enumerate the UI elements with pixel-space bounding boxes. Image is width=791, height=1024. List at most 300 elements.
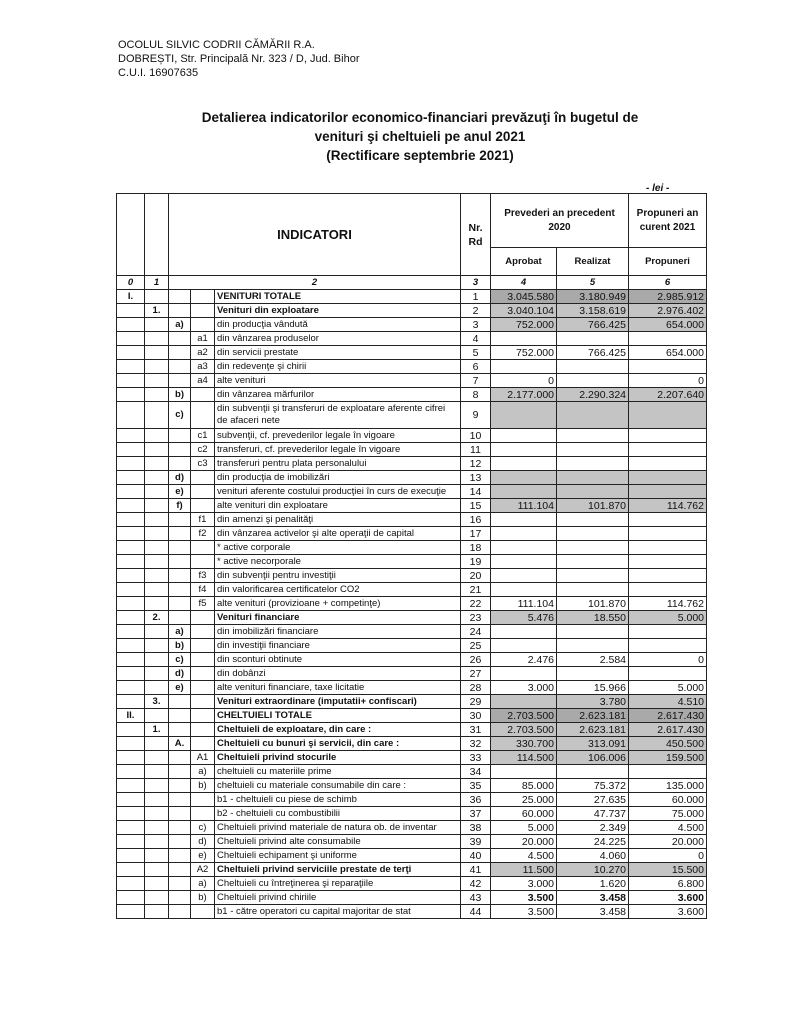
row-chapter: [117, 793, 145, 807]
row-letter: [169, 597, 191, 611]
row-number: 37: [461, 807, 491, 821]
value-propuneri: 6.800: [629, 877, 707, 891]
value-aprobat: [491, 639, 557, 653]
value-propuneri: 5.000: [629, 681, 707, 695]
budget-table: [116, 193, 707, 919]
row-chapter: [117, 485, 145, 499]
row-letter: [169, 290, 191, 304]
value-aprobat: 114.500: [491, 751, 557, 765]
value-realizat: [557, 402, 629, 429]
value-aprobat: [491, 360, 557, 374]
row-section: [145, 625, 169, 639]
value-aprobat: 3.000: [491, 877, 557, 891]
org-name: OCOLUL SILVIC CODRII CĂMĂRII R.A.: [118, 39, 315, 51]
row-label: din subvenţii pentru investiţii: [215, 569, 461, 583]
value-aprobat: [491, 541, 557, 555]
value-aprobat: [491, 695, 557, 709]
row-letter: [169, 541, 191, 555]
value-propuneri: [629, 429, 707, 443]
row-label: alte venituri: [215, 374, 461, 388]
row-number: 42: [461, 877, 491, 891]
value-realizat: 2.623.181: [557, 723, 629, 737]
row-number: 15: [461, 499, 491, 513]
row-number: 39: [461, 835, 491, 849]
value-propuneri: [629, 471, 707, 485]
row-number: 22: [461, 597, 491, 611]
row-subcode: [191, 388, 215, 402]
value-realizat: [557, 527, 629, 541]
row-section: [145, 737, 169, 751]
table-row: [117, 443, 707, 457]
value-realizat: 15.966: [557, 681, 629, 695]
value-realizat: 2.584: [557, 653, 629, 667]
row-number: 4: [461, 332, 491, 346]
row-label: VENITURI TOTALE: [215, 290, 461, 304]
row-chapter: [117, 681, 145, 695]
row-chapter: [117, 360, 145, 374]
value-aprobat: 2.476: [491, 653, 557, 667]
row-section: [145, 555, 169, 569]
header-aprobat: Aprobat: [491, 248, 557, 276]
value-realizat: 2.290.324: [557, 388, 629, 402]
row-letter: d): [169, 667, 191, 681]
row-chapter: [117, 625, 145, 639]
row-number: 7: [461, 374, 491, 388]
table-row: [117, 499, 707, 513]
value-aprobat: [491, 569, 557, 583]
row-subcode: a2: [191, 346, 215, 360]
value-realizat: 766.425: [557, 346, 629, 360]
value-aprobat: [491, 457, 557, 471]
value-aprobat: 4.500: [491, 849, 557, 863]
table-row: [117, 513, 707, 527]
row-chapter: [117, 877, 145, 891]
table-row: [117, 709, 707, 723]
value-aprobat: 752.000: [491, 318, 557, 332]
row-label: din dobânzi: [215, 667, 461, 681]
value-propuneri: 450.500: [629, 737, 707, 751]
row-chapter: [117, 737, 145, 751]
value-propuneri: [629, 625, 707, 639]
value-realizat: [557, 583, 629, 597]
row-subcode: b): [191, 779, 215, 793]
row-letter: [169, 443, 191, 457]
value-realizat: 3.458: [557, 905, 629, 919]
row-section: [145, 653, 169, 667]
value-aprobat: 3.500: [491, 891, 557, 905]
row-letter: [169, 877, 191, 891]
row-section: [145, 290, 169, 304]
row-subcode: f5: [191, 597, 215, 611]
row-number: 8: [461, 388, 491, 402]
value-propuneri: 5.000: [629, 611, 707, 625]
row-number: 38: [461, 821, 491, 835]
row-section: [145, 569, 169, 583]
value-realizat: 4.060: [557, 849, 629, 863]
org-address: DOBREȘTI, Str. Principală Nr. 323 / D, Jud. Bihor: [118, 53, 360, 65]
value-propuneri: 2.617.430: [629, 723, 707, 737]
title-line-3: (Rectificare septembrie 2021): [326, 148, 514, 163]
colnum-0: 0: [117, 276, 145, 290]
row-section: [145, 849, 169, 863]
table-row: [117, 597, 707, 611]
row-subcode: a1: [191, 332, 215, 346]
row-subcode: A2: [191, 863, 215, 877]
row-section: [145, 527, 169, 541]
row-chapter: [117, 569, 145, 583]
row-chapter: [117, 332, 145, 346]
row-section: [145, 332, 169, 346]
row-chapter: [117, 905, 145, 919]
value-realizat: 75.372: [557, 779, 629, 793]
value-propuneri: 159.500: [629, 751, 707, 765]
value-aprobat: 0: [491, 374, 557, 388]
row-chapter: [117, 541, 145, 555]
row-letter: [169, 346, 191, 360]
row-subcode: [191, 611, 215, 625]
row-number: 14: [461, 485, 491, 499]
value-propuneri: [629, 765, 707, 779]
row-subcode: A1: [191, 751, 215, 765]
row-section: 1.: [145, 304, 169, 318]
row-letter: e): [169, 485, 191, 499]
row-label: din vânzarea activelor şi alte operaţii de capital: [215, 527, 461, 541]
value-propuneri: [629, 332, 707, 346]
table-row: [117, 527, 707, 541]
colnum-4: 4: [491, 276, 557, 290]
value-realizat: 3.458: [557, 891, 629, 905]
value-propuneri: 114.762: [629, 499, 707, 513]
row-label: Cheltuieli privind alte consumabile: [215, 835, 461, 849]
row-letter: a): [169, 318, 191, 332]
colnum-6: 6: [629, 276, 707, 290]
table-row: [117, 611, 707, 625]
header-indicatori: INDICATORI: [169, 194, 461, 276]
row-label: din subvenţii şi transferuri de exploatare aferente cifrei de afaceri nete: [215, 402, 461, 429]
value-realizat: 2.623.181: [557, 709, 629, 723]
row-subcode: a3: [191, 360, 215, 374]
row-chapter: [117, 821, 145, 835]
value-propuneri: 0: [629, 374, 707, 388]
row-number: 17: [461, 527, 491, 541]
row-chapter: [117, 513, 145, 527]
org-cui: C.U.I. 16907635: [118, 67, 199, 79]
row-chapter: [117, 429, 145, 443]
table-row: [117, 541, 707, 555]
row-subcode: f2: [191, 527, 215, 541]
row-section: [145, 583, 169, 597]
row-label: din servicii prestate: [215, 346, 461, 360]
row-subcode: [191, 485, 215, 499]
row-subcode: [191, 681, 215, 695]
header-nr-rd: Nr. Rd: [461, 194, 491, 276]
value-realizat: 1.620: [557, 877, 629, 891]
colnum-3: 3: [461, 276, 491, 290]
value-realizat: [557, 569, 629, 583]
row-chapter: [117, 849, 145, 863]
row-label: Cheltuieli privind stocurile: [215, 751, 461, 765]
row-subcode: f3: [191, 569, 215, 583]
row-subcode: c): [191, 821, 215, 835]
table-row: [117, 863, 707, 877]
value-aprobat: 2.177.000: [491, 388, 557, 402]
row-letter: [169, 527, 191, 541]
row-section: [145, 485, 169, 499]
value-propuneri: [629, 527, 707, 541]
table-row: [117, 681, 707, 695]
row-chapter: [117, 374, 145, 388]
row-subcode: f4: [191, 583, 215, 597]
row-section: [145, 429, 169, 443]
header-propuneri-an: Propuneri an curent 2021: [629, 194, 707, 248]
value-aprobat: [491, 667, 557, 681]
row-number: 16: [461, 513, 491, 527]
row-label: b1 - către operatori cu capital majoritar de stat: [215, 905, 461, 919]
row-chapter: [117, 695, 145, 709]
row-chapter: [117, 723, 145, 737]
row-section: [145, 751, 169, 765]
row-letter: [169, 891, 191, 905]
row-subcode: [191, 541, 215, 555]
value-realizat: 101.870: [557, 499, 629, 513]
value-propuneri: 2.617.430: [629, 709, 707, 723]
row-label: din producţia vândută: [215, 318, 461, 332]
value-realizat: 766.425: [557, 318, 629, 332]
row-letter: [169, 765, 191, 779]
value-propuneri: [629, 402, 707, 429]
row-number: 31: [461, 723, 491, 737]
row-chapter: [117, 597, 145, 611]
value-realizat: [557, 360, 629, 374]
table-row: [117, 318, 707, 332]
row-number: 6: [461, 360, 491, 374]
row-chapter: [117, 388, 145, 402]
value-propuneri: [629, 639, 707, 653]
row-label: Cheltuieli privind chiriile: [215, 891, 461, 905]
value-propuneri: 114.762: [629, 597, 707, 611]
row-chapter: [117, 527, 145, 541]
row-letter: b): [169, 639, 191, 653]
row-letter: [169, 849, 191, 863]
row-section: [145, 499, 169, 513]
row-section: [145, 793, 169, 807]
table-row: [117, 849, 707, 863]
row-chapter: [117, 863, 145, 877]
row-letter: [169, 779, 191, 793]
table-row: [117, 457, 707, 471]
value-realizat: 47.737: [557, 807, 629, 821]
row-label: Venituri extraordinare (imputatii+ confiscari): [215, 695, 461, 709]
row-label: din amenzi şi penalităţi: [215, 513, 461, 527]
row-section: [145, 863, 169, 877]
value-realizat: 101.870: [557, 597, 629, 611]
row-chapter: [117, 653, 145, 667]
row-subcode: [191, 667, 215, 681]
value-aprobat: 85.000: [491, 779, 557, 793]
row-subcode: [191, 905, 215, 919]
value-aprobat: 3.045.580: [491, 290, 557, 304]
value-aprobat: 330.700: [491, 737, 557, 751]
row-label: * active corporale: [215, 541, 461, 555]
row-label: din producţia de imobilizări: [215, 471, 461, 485]
table-row: [117, 751, 707, 765]
value-propuneri: [629, 569, 707, 583]
row-chapter: [117, 611, 145, 625]
table-row: [117, 625, 707, 639]
value-propuneri: [629, 541, 707, 555]
row-letter: [169, 555, 191, 569]
row-label: transferuri, cf. prevederilor legale în vigoare: [215, 443, 461, 457]
row-label: Cheltuieli de exploatare, din care :: [215, 723, 461, 737]
row-number: 40: [461, 849, 491, 863]
row-letter: [169, 360, 191, 374]
row-chapter: [117, 346, 145, 360]
row-number: 43: [461, 891, 491, 905]
row-letter: [169, 513, 191, 527]
value-realizat: [557, 625, 629, 639]
value-aprobat: 11.500: [491, 863, 557, 877]
table-row: [117, 905, 707, 919]
row-subcode: d): [191, 835, 215, 849]
row-number: 5: [461, 346, 491, 360]
row-subcode: [191, 653, 215, 667]
row-subcode: [191, 290, 215, 304]
row-label: alte venituri financiare, taxe licitatie: [215, 681, 461, 695]
row-letter: [169, 583, 191, 597]
value-realizat: [557, 555, 629, 569]
row-number: 26: [461, 653, 491, 667]
value-propuneri: 20.000: [629, 835, 707, 849]
row-number: 9: [461, 402, 491, 429]
row-section: 1.: [145, 723, 169, 737]
value-aprobat: 111.104: [491, 597, 557, 611]
table-row: [117, 807, 707, 821]
row-section: [145, 402, 169, 429]
row-chapter: [117, 779, 145, 793]
row-number: 33: [461, 751, 491, 765]
row-subcode: c1: [191, 429, 215, 443]
row-number: 13: [461, 471, 491, 485]
row-number: 41: [461, 863, 491, 877]
row-section: [145, 541, 169, 555]
value-realizat: [557, 457, 629, 471]
value-propuneri: [629, 583, 707, 597]
value-realizat: 18.550: [557, 611, 629, 625]
value-propuneri: 15.500: [629, 863, 707, 877]
row-letter: b): [169, 388, 191, 402]
colnum-1: 1: [145, 276, 169, 290]
value-aprobat: [491, 513, 557, 527]
row-subcode: [191, 639, 215, 653]
row-label: din imobilizări financiare: [215, 625, 461, 639]
row-label: transferuri pentru plata personalului: [215, 457, 461, 471]
row-label: CHELTUIELI TOTALE: [215, 709, 461, 723]
value-aprobat: 25.000: [491, 793, 557, 807]
value-propuneri: 2.976.402: [629, 304, 707, 318]
table-row: [117, 346, 707, 360]
row-letter: a): [169, 625, 191, 639]
row-number: 29: [461, 695, 491, 709]
row-letter: [169, 374, 191, 388]
row-number: 2: [461, 304, 491, 318]
row-letter: [169, 457, 191, 471]
row-label: cheltuieli cu materiale consumabile din care :: [215, 779, 461, 793]
value-aprobat: 752.000: [491, 346, 557, 360]
title-line-2: venituri şi cheltuieli pe anul 2021: [314, 129, 526, 144]
value-aprobat: 3.040.104: [491, 304, 557, 318]
row-number: 1: [461, 290, 491, 304]
value-propuneri: 654.000: [629, 346, 707, 360]
value-realizat: [557, 443, 629, 457]
header-prevederi: Prevederi an precedent 2020: [491, 194, 629, 248]
value-realizat: [557, 429, 629, 443]
row-subcode: e): [191, 849, 215, 863]
value-realizat: [557, 667, 629, 681]
row-subcode: [191, 555, 215, 569]
row-subcode: [191, 737, 215, 751]
row-label: venituri aferente costului producţiei în curs de execuţie: [215, 485, 461, 499]
value-aprobat: 111.104: [491, 499, 557, 513]
row-number: 27: [461, 667, 491, 681]
row-subcode: [191, 723, 215, 737]
value-aprobat: 20.000: [491, 835, 557, 849]
header-col1: [145, 194, 169, 276]
row-section: [145, 667, 169, 681]
row-chapter: [117, 583, 145, 597]
value-realizat: [557, 485, 629, 499]
value-propuneri: [629, 360, 707, 374]
row-number: 12: [461, 457, 491, 471]
row-label: alte venituri din exploatare: [215, 499, 461, 513]
row-section: [145, 891, 169, 905]
value-aprobat: [491, 429, 557, 443]
row-subcode: b): [191, 891, 215, 905]
table-row: [117, 765, 707, 779]
row-number: 10: [461, 429, 491, 443]
row-letter: [169, 793, 191, 807]
row-number: 24: [461, 625, 491, 639]
row-section: [145, 471, 169, 485]
row-section: 2.: [145, 611, 169, 625]
value-aprobat: 2.703.500: [491, 709, 557, 723]
row-letter: d): [169, 471, 191, 485]
table-row: [117, 779, 707, 793]
row-chapter: [117, 835, 145, 849]
value-realizat: 27.635: [557, 793, 629, 807]
value-propuneri: 654.000: [629, 318, 707, 332]
row-section: [145, 443, 169, 457]
row-section: [145, 597, 169, 611]
row-subcode: [191, 499, 215, 513]
row-chapter: [117, 457, 145, 471]
unit-label: - lei -: [646, 183, 670, 194]
row-number: 34: [461, 765, 491, 779]
value-aprobat: 3.000: [491, 681, 557, 695]
row-number: 35: [461, 779, 491, 793]
table-row: [117, 360, 707, 374]
value-aprobat: 2.703.500: [491, 723, 557, 737]
value-propuneri: [629, 667, 707, 681]
header-propuneri: Propuneri: [629, 248, 707, 276]
row-subcode: [191, 304, 215, 318]
value-realizat: 3.780: [557, 695, 629, 709]
colnum-2: 2: [169, 276, 461, 290]
row-subcode: a4: [191, 374, 215, 388]
row-number: 25: [461, 639, 491, 653]
table-row: [117, 667, 707, 681]
row-letter: c): [169, 653, 191, 667]
row-chapter: [117, 639, 145, 653]
